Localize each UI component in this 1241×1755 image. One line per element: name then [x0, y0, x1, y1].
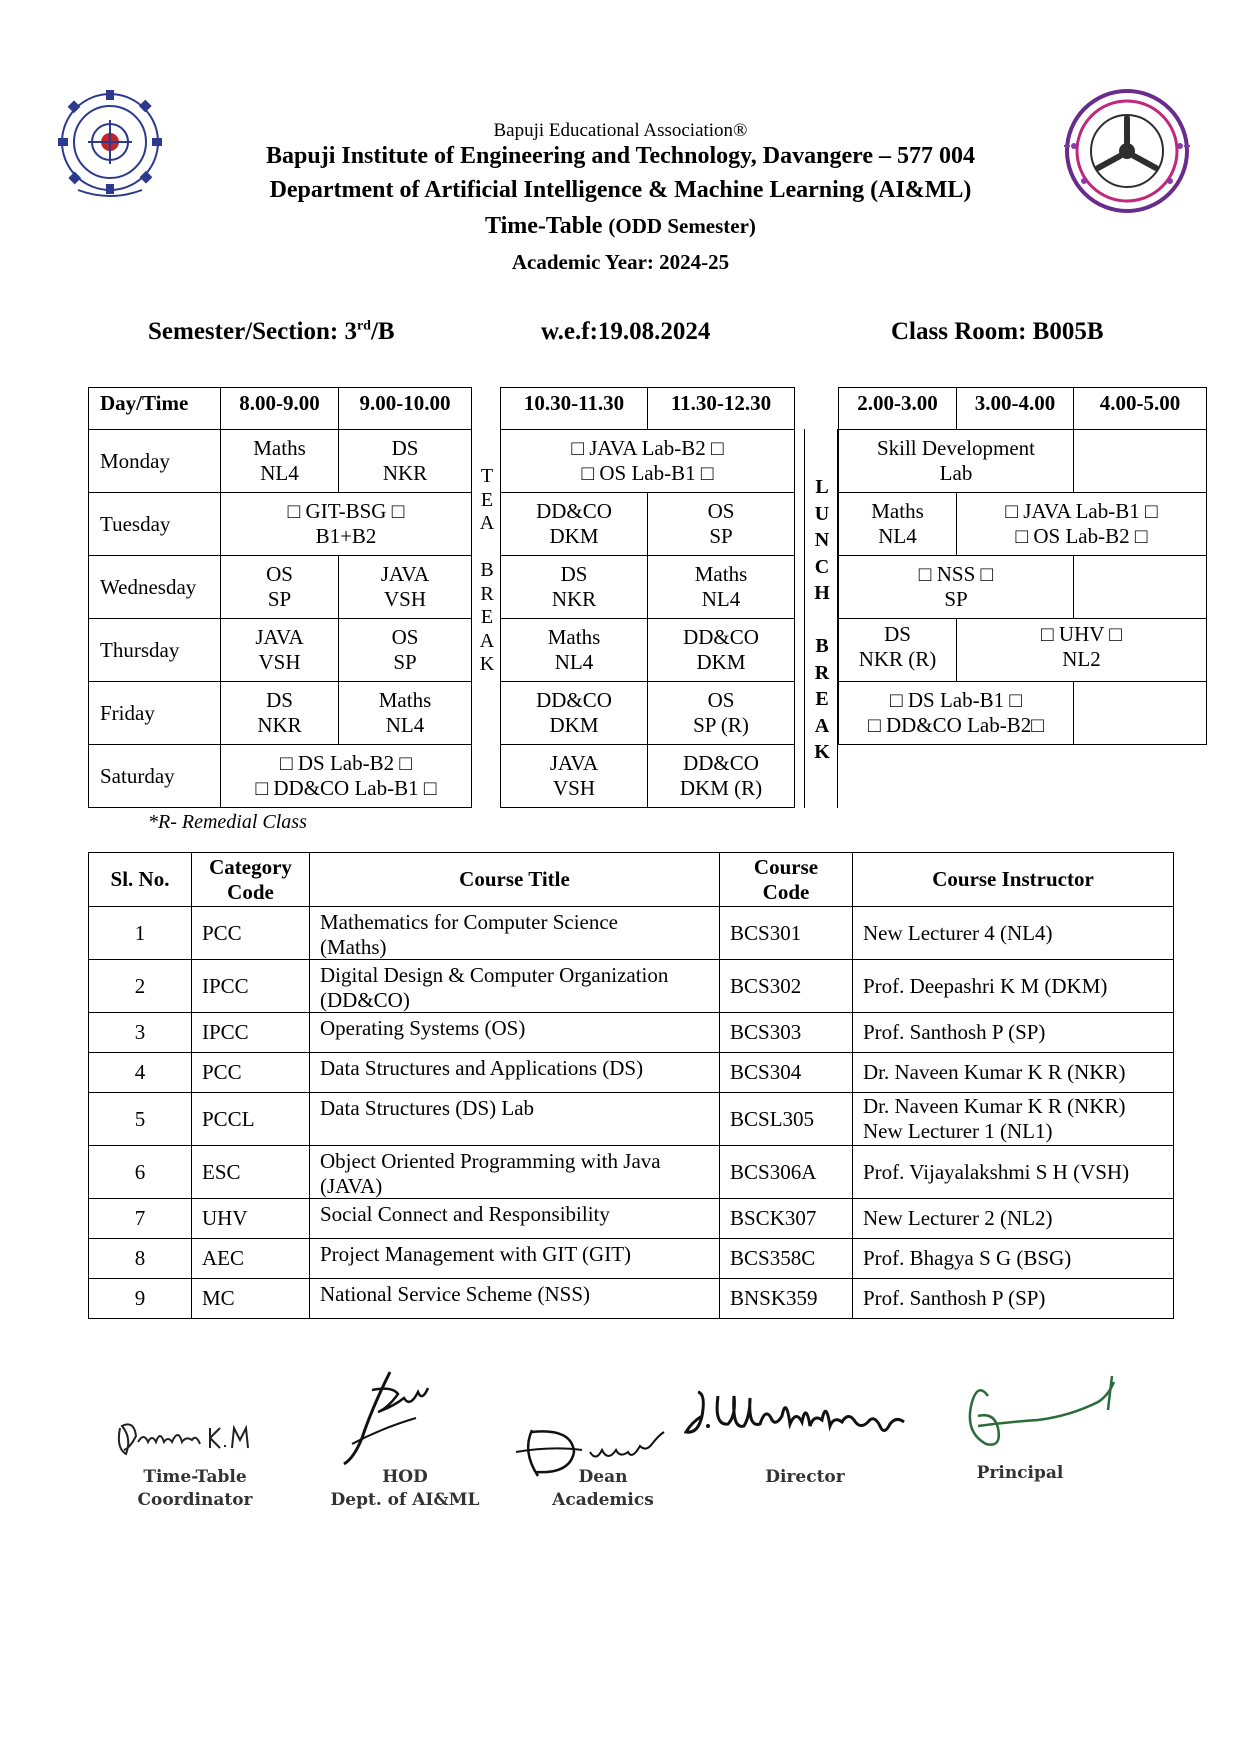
thu-slot-3 — [500, 618, 648, 682]
coordinator-title-line: Time-Table — [143, 1467, 247, 1487]
break-letter: K — [814, 741, 830, 763]
course-title-line: Data Structures and Applications (DS) — [320, 1056, 644, 1080]
course-category-cell: PCC — [191, 906, 310, 960]
break-letter: E — [480, 606, 494, 628]
break-letter: U — [814, 502, 830, 525]
col-header-title: Course Title — [309, 852, 720, 907]
course-title-line: Object Oriented Programming with Java — [320, 1149, 661, 1173]
thu-slot-5 — [838, 618, 957, 682]
tue-slot-1-2 — [220, 492, 472, 556]
semester-ordinal: rd — [356, 318, 371, 334]
course-sl-cell: 1 — [88, 906, 192, 960]
course-code-cell: BCSL305 — [719, 1092, 853, 1146]
course-instructor-cell — [852, 1052, 1174, 1093]
mon-slot-1 — [220, 429, 339, 493]
course-title-cell — [309, 1052, 720, 1093]
course-code-cell: BCS301 — [719, 906, 853, 960]
course-title-cell — [309, 1238, 720, 1279]
header-slot-5: 2.00-3.00 — [838, 387, 957, 430]
break-letter: E — [480, 488, 494, 511]
course-sl-cell: 6 — [88, 1145, 192, 1199]
principal-title: Principal — [976, 1463, 1064, 1483]
course-category-cell: ESC — [191, 1145, 310, 1199]
cell-faculty: DKM — [549, 713, 599, 737]
cell-subject: JAVA — [549, 751, 599, 775]
semester-label: Semester/Section: 3 — [148, 318, 357, 345]
mon-slot-3-4 — [500, 429, 795, 493]
course-sl-cell: 5 — [88, 1092, 192, 1146]
course-instructor-cell — [852, 1012, 1174, 1053]
course-instructor-line: New Lecturer 2 (NL2) — [863, 1206, 1053, 1230]
cell-subject: DD&CO — [683, 625, 759, 649]
wed-slot-5-6 — [838, 555, 1074, 619]
course-instructor-cell — [852, 906, 1174, 960]
cell-line-2: Lab — [939, 461, 973, 485]
academic-year: Academic Year: 2024-25 — [511, 250, 730, 274]
dean-title-line: Academics — [552, 1490, 654, 1510]
mon-slot-7 — [1073, 429, 1207, 493]
cell-subject: JAVA — [380, 562, 430, 586]
course-instructor-cell — [852, 1278, 1174, 1319]
course-instructor-cell — [852, 1145, 1174, 1199]
coordinator-signature — [112, 1408, 262, 1470]
course-category-cell: MC — [191, 1278, 310, 1319]
coordinator-title — [115, 1466, 275, 1512]
cell-faculty: DKM (R) — [679, 776, 763, 800]
fri-slot-4 — [647, 681, 795, 745]
course-code-cell: BNSK359 — [719, 1278, 853, 1319]
department-name: Department of Artificial Intelligence & Machine Learning (AI&ML) — [269, 177, 972, 203]
cell-line-1: □ DS Lab-B2 □ — [279, 751, 413, 775]
cell-line-2: NL2 — [1062, 647, 1101, 671]
cell-line-1: □ GIT-BSG □ — [287, 499, 405, 523]
cell-subject: OS — [391, 625, 419, 649]
course-title-cell — [309, 1278, 720, 1319]
cell-line-1: □ DS Lab-B1 □ — [889, 688, 1023, 712]
fri-slot-7 — [1073, 681, 1207, 745]
cell-line-2: □ OS Lab-B1 □ — [581, 461, 714, 485]
col-header-code — [719, 852, 853, 907]
course-instructor-cell — [852, 959, 1174, 1013]
cell-subject: Maths — [547, 625, 601, 649]
wef-date: w.e.f:19.08.2024 — [541, 318, 711, 345]
course-title-line: National Service Scheme (NSS) — [320, 1282, 591, 1306]
course-title-cell — [309, 1092, 720, 1146]
header-slot-3: 10.30-11.30 — [500, 387, 648, 430]
course-title-line: Social Connect and Responsibility — [320, 1202, 610, 1226]
wed-slot-1 — [220, 555, 339, 619]
cell-subject: OS — [266, 562, 293, 586]
remedial-note: *R- Remedial Class — [148, 811, 307, 833]
timetable-title-sub: (ODD Semester) — [608, 214, 756, 238]
fri-slot-5-6 — [838, 681, 1074, 745]
course-title-line: (DD&CO) — [320, 988, 410, 1012]
course-instructor-cell — [852, 1092, 1174, 1146]
dean-title-line: Dean — [578, 1467, 628, 1487]
thu-slot-6-7 — [956, 618, 1207, 682]
course-code-cell: BCS304 — [719, 1052, 853, 1093]
cell-line-2: □ OS Lab-B2 □ — [1015, 524, 1148, 548]
course-code-cell: BCS306A — [719, 1145, 853, 1199]
course-instructor-line: Dr. Naveen Kumar K R (NKR) — [863, 1094, 1126, 1118]
association-name: Bapuji Educational Association® — [493, 120, 748, 141]
cell-faculty: NKR — [551, 587, 597, 611]
cell-subject: DS — [884, 622, 911, 646]
course-title-line: Mathematics for Computer Science — [320, 910, 618, 934]
course-title-cell — [309, 1012, 720, 1053]
course-title-line: (JAVA) — [320, 1174, 383, 1198]
fri-slot-3 — [500, 681, 648, 745]
col-header-line: Course — [753, 854, 819, 879]
col-header-sl: Sl. No. — [88, 852, 192, 907]
course-category-cell: IPCC — [191, 959, 310, 1013]
fri-slot-1 — [220, 681, 339, 745]
cell-subject: OS — [707, 688, 735, 712]
hod-title-line: HOD — [382, 1467, 428, 1487]
break-letter: T — [480, 465, 494, 487]
break-letter: B — [480, 559, 494, 581]
course-title-cell — [309, 906, 720, 960]
wed-slot-2 — [338, 555, 472, 619]
break-letter: E — [815, 688, 829, 710]
cell-line-2: □ DD&CO Lab-B2□ — [868, 713, 1044, 737]
cell-line-1: □ JAVA Lab-B2 □ — [571, 436, 724, 460]
course-category-cell: PCC — [191, 1052, 310, 1093]
day-monday: Monday — [88, 429, 221, 493]
day-tuesday: Tuesday — [88, 492, 221, 556]
course-title-line: Data Structures (DS) Lab — [320, 1096, 535, 1120]
wed-slot-7 — [1073, 555, 1207, 619]
cell-subject: Maths — [694, 562, 748, 586]
cell-line-1: □ JAVA Lab-B1 □ — [1005, 499, 1158, 523]
cell-subject: DS — [391, 436, 419, 460]
day-saturday: Saturday — [88, 744, 221, 808]
course-code-cell: BCS303 — [719, 1012, 853, 1053]
course-category-cell: IPCC — [191, 1012, 310, 1053]
principal-signature — [958, 1372, 1128, 1468]
lunch-break-label — [810, 474, 834, 766]
break-letter: R — [480, 582, 494, 605]
day-wednesday: Wednesday — [88, 555, 221, 619]
cell-subject: DD&CO — [536, 688, 612, 712]
course-sl-cell: 9 — [88, 1278, 192, 1319]
cell-faculty: NL4 — [701, 587, 741, 611]
course-instructor-cell — [852, 1238, 1174, 1279]
header-daytime: Day/Time — [88, 387, 221, 430]
course-instructor-cell — [852, 1198, 1174, 1239]
timetable-title-main: Time-Table — [485, 213, 603, 239]
tue-slot-6-7 — [956, 492, 1207, 556]
course-instructor-line: Prof. Bhagya S G (BSG) — [863, 1246, 1072, 1270]
cell-line-2: SP — [944, 587, 968, 611]
cell-faculty: SP — [267, 587, 292, 611]
cell-faculty: VSH — [552, 776, 595, 800]
course-instructor-line: Prof. Deepashri K M (DKM) — [863, 973, 1108, 998]
cell-line-2: □ DD&CO Lab-B1 □ — [255, 776, 437, 800]
cell-subject: Maths — [871, 499, 924, 523]
header-slot-1: 8.00-9.00 — [220, 387, 339, 430]
course-code-cell: BCS358C — [719, 1238, 853, 1279]
sat-slot-1-2 — [220, 744, 472, 808]
cell-faculty: NL4 — [554, 650, 594, 674]
cell-faculty: NKR (R) — [858, 647, 937, 671]
break-letter: A — [479, 629, 495, 652]
course-sl-cell: 3 — [88, 1012, 192, 1053]
header-slot-2: 9.00-10.00 — [338, 387, 472, 430]
cell-subject: Maths — [253, 436, 306, 460]
cell-subject: OS — [707, 499, 735, 523]
course-instructor-line: Prof. Santhosh P (SP) — [863, 1020, 1046, 1044]
day-friday: Friday — [88, 681, 221, 745]
break-letter: N — [814, 529, 830, 551]
fri-slot-2 — [338, 681, 472, 745]
break-letter: L — [815, 476, 829, 498]
sat-slot-4 — [647, 744, 795, 808]
institute-name: Bapuji Institute of Engineering and Technology, Davangere – 577 004 — [266, 143, 975, 169]
col-header-category — [191, 852, 310, 907]
tue-slot-5 — [838, 492, 957, 556]
class-room: Class Room: B005B — [891, 318, 1104, 345]
cell-line-2: B1+B2 — [315, 524, 377, 548]
course-instructor-line: Prof. Santhosh P (SP) — [863, 1286, 1046, 1310]
cell-subject: DD&CO — [536, 499, 612, 523]
cell-faculty: VSH — [258, 650, 301, 674]
course-instructor-line: New Lecturer 1 (NL1) — [863, 1119, 1053, 1143]
thu-slot-4 — [647, 618, 795, 682]
col-header-line: Category — [209, 854, 292, 879]
cell-line-1: □ UHV □ — [1041, 622, 1122, 646]
mon-slot-5-6 — [838, 429, 1074, 493]
cell-subject: DS — [560, 562, 588, 586]
coordinator-title-line: Coordinator — [137, 1490, 253, 1510]
cell-faculty: NKR — [382, 461, 428, 485]
cell-subject: DD&CO — [683, 751, 759, 775]
cell-subject: DS — [266, 688, 293, 712]
cell-faculty: NL4 — [878, 524, 917, 548]
course-title-line: (Maths) — [320, 935, 387, 959]
course-category-cell: AEC — [191, 1238, 310, 1279]
tue-slot-4 — [647, 492, 795, 556]
course-category-cell: UHV — [191, 1198, 310, 1239]
cell-faculty: NL4 — [385, 713, 425, 737]
course-instructor-line: Prof. Vijayalakshmi S H (VSH) — [863, 1159, 1130, 1184]
col-header-line: Code — [762, 879, 810, 904]
cell-subject: Maths — [378, 688, 432, 712]
cell-faculty: VSH — [383, 587, 426, 611]
course-sl-cell: 2 — [88, 959, 192, 1013]
tue-slot-3 — [500, 492, 648, 556]
hod-title-line: Dept. of AI&ML — [330, 1490, 480, 1510]
cell-line-1: Skill Development — [876, 436, 1036, 460]
mon-slot-2 — [338, 429, 472, 493]
day-thursday: Thursday — [88, 618, 221, 682]
cell-faculty: NL4 — [260, 461, 299, 485]
header-slot-6: 3.00-4.00 — [956, 387, 1074, 430]
header-slot-7: 4.00-5.00 — [1073, 387, 1207, 430]
cell-faculty: SP — [393, 650, 417, 674]
tea-break-label — [477, 465, 497, 677]
break-letter: B — [815, 635, 829, 657]
thu-slot-2 — [338, 618, 472, 682]
course-category-cell: PCCL — [191, 1092, 310, 1146]
break-letter: R — [814, 661, 830, 684]
lunch-break-left-border — [804, 429, 805, 808]
cell-line-1: □ NSS □ — [918, 562, 994, 586]
cell-faculty: DKM — [696, 650, 746, 674]
course-code-cell: BSCK307 — [719, 1198, 853, 1239]
timetable-grid — [0, 0, 1241, 820]
hod-title — [315, 1466, 495, 1512]
break-letter: H — [814, 582, 830, 604]
course-instructor-line: Dr. Naveen Kumar K R (NKR) — [863, 1060, 1126, 1084]
cell-faculty: SP — [709, 524, 733, 548]
break-letter: C — [814, 555, 830, 578]
wed-slot-4 — [647, 555, 795, 619]
director-signature — [684, 1386, 914, 1446]
break-letter: K — [479, 653, 495, 675]
cell-subject: JAVA — [255, 625, 304, 649]
director-title: Director — [765, 1467, 845, 1487]
thu-slot-1 — [220, 618, 339, 682]
course-title-cell — [309, 1198, 720, 1239]
course-sl-cell: 4 — [88, 1052, 192, 1093]
sat-slot-3 — [500, 744, 648, 808]
cell-faculty: DKM — [549, 524, 599, 548]
course-title-line: Digital Design & Computer Organization — [320, 963, 669, 987]
semester-tail: /B — [370, 318, 395, 345]
course-sl-cell: 7 — [88, 1198, 192, 1239]
course-title-cell — [309, 1145, 720, 1199]
course-title-cell — [309, 959, 720, 1013]
course-title-line: Operating Systems (OS) — [320, 1016, 526, 1040]
header-slot-4: 11.30-12.30 — [647, 387, 795, 430]
wed-slot-3 — [500, 555, 648, 619]
cell-faculty: SP (R) — [693, 713, 749, 737]
course-instructor-line: New Lecturer 4 (NL4) — [863, 920, 1053, 945]
break-letter: A — [479, 512, 495, 534]
col-header-instructor: Course Instructor — [852, 852, 1174, 907]
course-title-line: Project Management with GIT (GIT) — [320, 1242, 632, 1266]
course-code-cell: BCS302 — [719, 959, 853, 1013]
hod-signature — [332, 1368, 442, 1468]
lunch-break-right-border — [837, 429, 838, 808]
course-sl-cell: 8 — [88, 1238, 192, 1279]
dean-title — [533, 1466, 673, 1512]
break-letter: A — [814, 714, 830, 737]
col-header-line: Code — [227, 879, 274, 904]
cell-faculty: NKR — [257, 713, 302, 737]
